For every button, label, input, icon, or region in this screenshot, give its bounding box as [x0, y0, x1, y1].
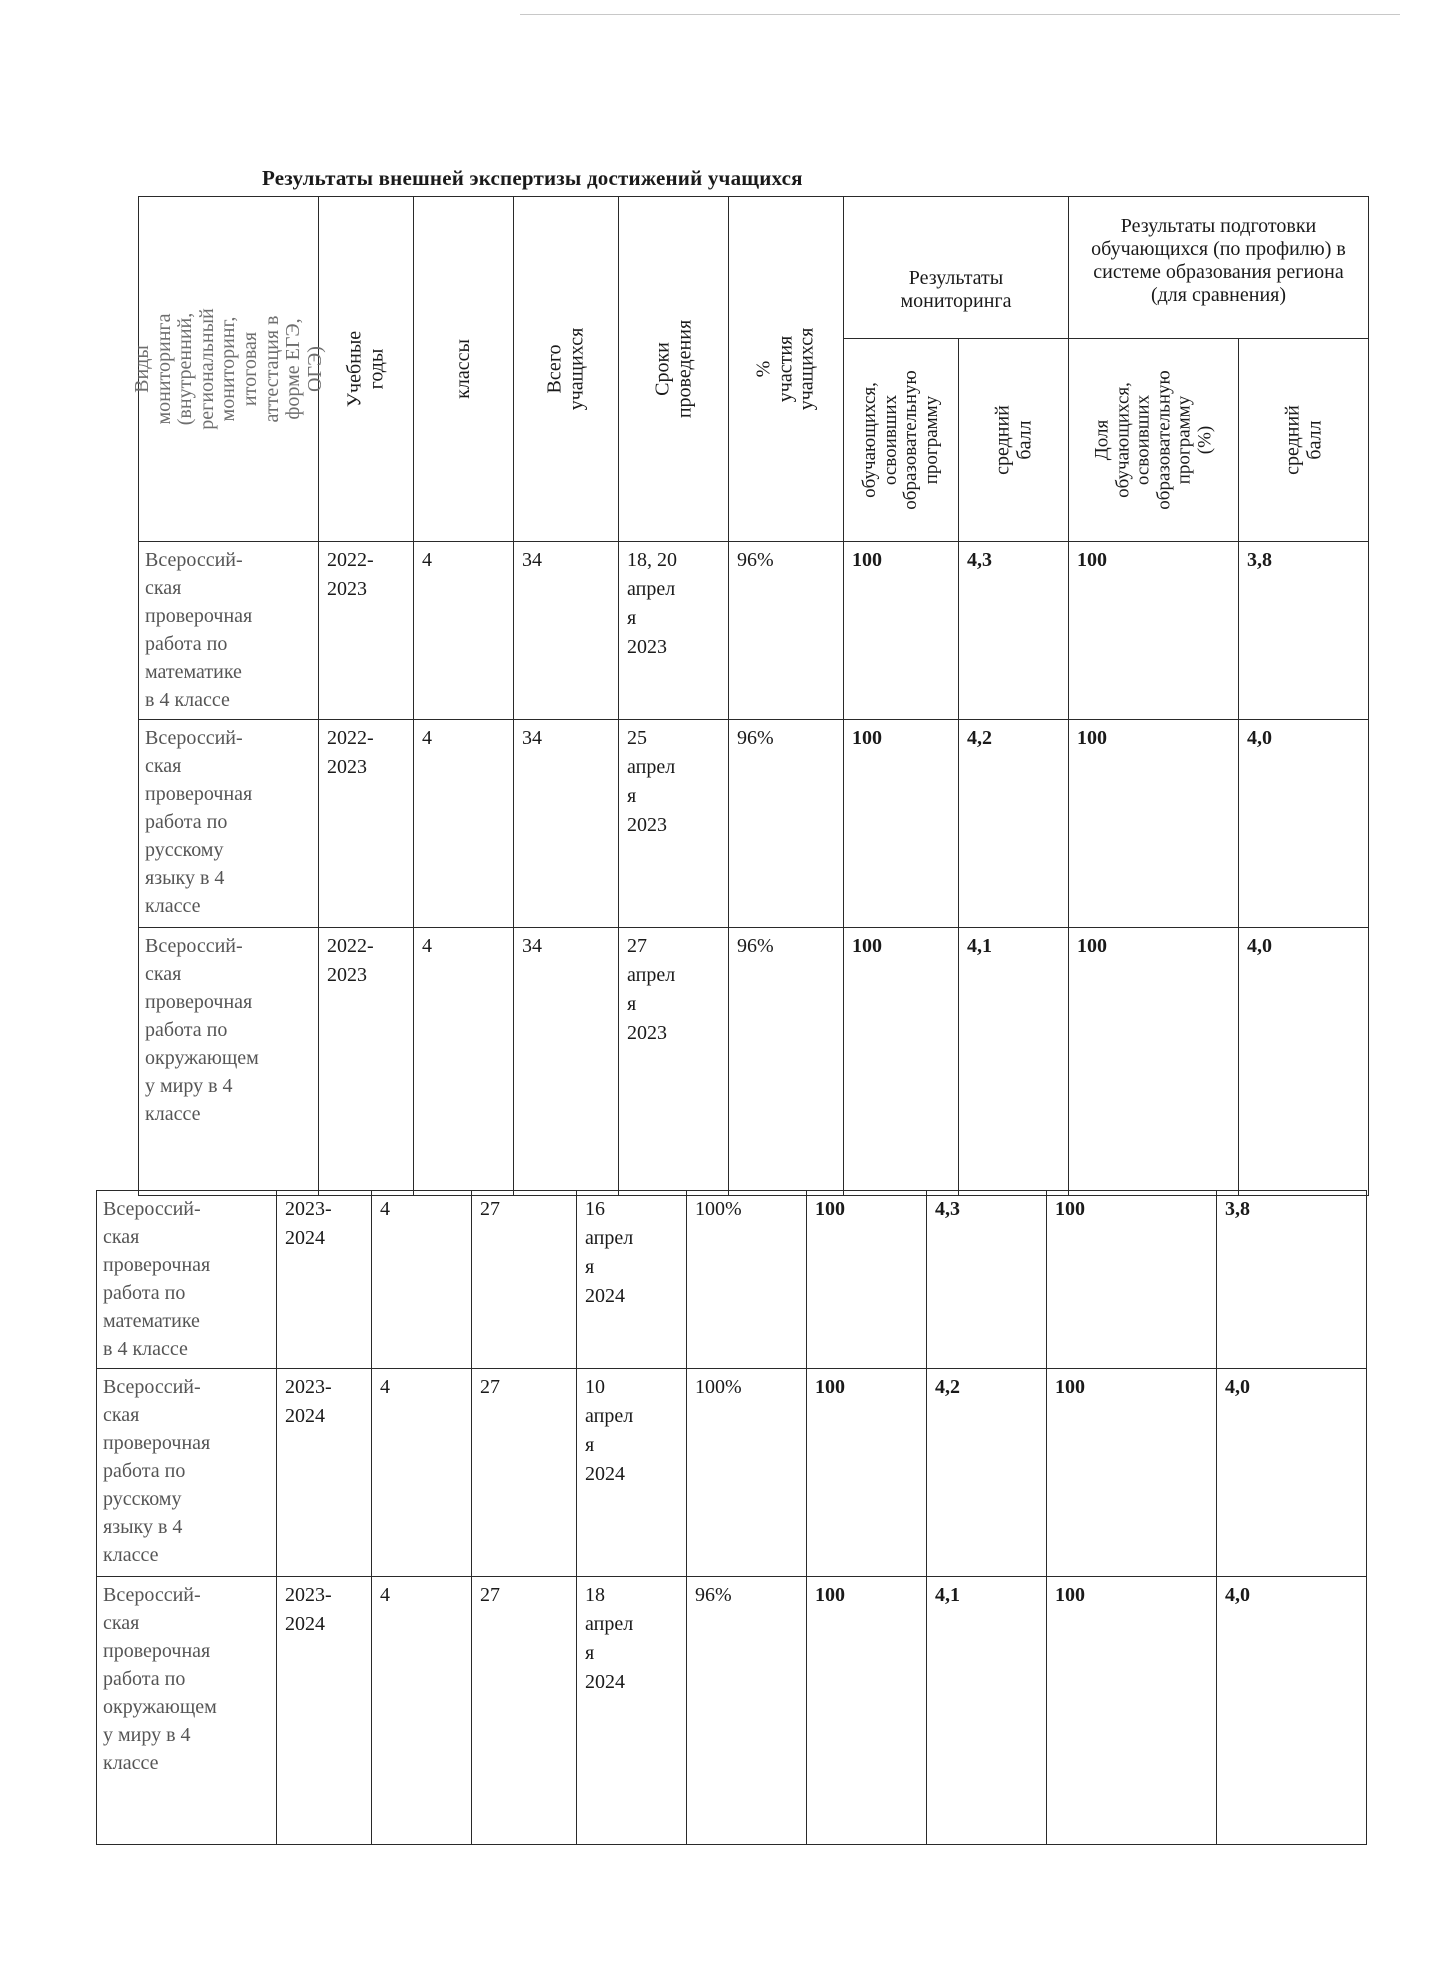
school-year: 2022- 2023	[327, 549, 374, 600]
header-dates: Сроки проведения	[619, 197, 729, 542]
test-dates: 18 апрел я 2024	[585, 1584, 634, 1693]
test-dates: 16 апрел я 2024	[585, 1198, 634, 1307]
region-average: 4,0	[1225, 1584, 1250, 1606]
results-table-2023	[96, 1190, 1367, 1845]
table-row	[97, 1577, 1367, 1845]
monitoring-name: Всероссий- ская проверочная работа по окружающем у миру в 4 классе	[103, 1584, 217, 1774]
header-classes: классы	[414, 197, 514, 542]
header-results-share: обучающихся, освоивших образовательную программу	[844, 339, 959, 542]
region-average: 4,0	[1225, 1376, 1250, 1398]
monitoring-name: Всероссий- ская проверочная работа по окружающем у миру в 4 классе	[145, 935, 259, 1125]
results-average: 4,2	[967, 727, 992, 749]
table-row	[97, 1369, 1367, 1577]
school-year: 2023- 2024	[285, 1584, 332, 1635]
header-region-results: Результаты подготовки обучающихся (по профилю) в системе образования региона (для сравнения)	[1069, 197, 1369, 339]
header-participation: % участия учащихся	[729, 197, 844, 542]
table-row	[139, 542, 1369, 720]
results-average: 4,1	[935, 1584, 960, 1606]
table-row	[97, 1191, 1367, 1369]
total-students: 27	[480, 1198, 500, 1220]
results-share: 100	[815, 1198, 845, 1220]
region-average: 3,8	[1247, 549, 1272, 571]
class-number: 4	[422, 935, 432, 957]
test-dates: 25 апрел я 2023	[627, 727, 676, 836]
class-number: 4	[380, 1198, 390, 1220]
total-students: 27	[480, 1376, 500, 1398]
class-number: 4	[422, 727, 432, 749]
header-region-average: средний балл	[1239, 339, 1369, 542]
table-row	[139, 928, 1369, 1196]
region-share: 100	[1077, 549, 1107, 571]
results-average: 4,3	[935, 1198, 960, 1220]
participation-percent: 96%	[737, 549, 774, 571]
results-average: 4,3	[967, 549, 992, 571]
participation-percent: 96%	[737, 935, 774, 957]
region-share: 100	[1055, 1584, 1085, 1606]
region-share: 100	[1077, 935, 1107, 957]
test-dates: 27 апрел я 2023	[627, 935, 676, 1044]
header-years: Учебные годы	[319, 197, 414, 542]
region-share: 100	[1077, 727, 1107, 749]
school-year: 2023- 2024	[285, 1198, 332, 1249]
total-students: 27	[480, 1584, 500, 1606]
region-average: 4,0	[1247, 727, 1272, 749]
monitoring-name: Всероссий- ская проверочная работа по математике в 4 классе	[145, 549, 253, 711]
school-year: 2022- 2023	[327, 727, 374, 778]
participation-percent: 100%	[695, 1376, 742, 1398]
total-students: 34	[522, 935, 542, 957]
results-share: 100	[852, 935, 882, 957]
school-year: 2022- 2023	[327, 935, 374, 986]
results-share: 100	[815, 1376, 845, 1398]
school-year: 2023- 2024	[285, 1376, 332, 1427]
results-table-2022	[130, 196, 1369, 1196]
class-number: 4	[380, 1376, 390, 1398]
class-number: 4	[380, 1584, 390, 1606]
results-average: 4,1	[967, 935, 992, 957]
table-row	[139, 720, 1369, 928]
header-region-share: Доля обучающихся, освоивших образовательную программу (%)	[1069, 339, 1239, 542]
region-average: 3,8	[1225, 1198, 1250, 1220]
region-share: 100	[1055, 1198, 1085, 1220]
test-dates: 10 апрел я 2024	[585, 1376, 634, 1485]
document-title: Результаты внешней экспертизы достижений учащихся	[262, 166, 803, 190]
results-share: 100	[815, 1584, 845, 1606]
monitoring-name: Всероссий- ская проверочная работа по русскому языку в 4 классе	[145, 727, 253, 917]
region-average: 4,0	[1247, 935, 1272, 957]
header-monitoring-results: Результаты мониторинга	[844, 197, 1069, 339]
region-share: 100	[1055, 1376, 1085, 1398]
header-monitoring-type: Виды мониторинга (внутренний, региональный мониторинг, итоговая аттестация в форме ЕГЭ, ОГЭ)	[139, 197, 319, 542]
class-number: 4	[422, 549, 432, 571]
results-share: 100	[852, 727, 882, 749]
total-students: 34	[522, 549, 542, 571]
test-dates: 18, 20 апрел я 2023	[627, 549, 677, 658]
monitoring-name: Всероссий- ская проверочная работа по математике в 4 классе	[103, 1198, 211, 1360]
total-students: 34	[522, 727, 542, 749]
scan-edge-line	[520, 14, 1400, 15]
header-results-average: средний балл	[959, 339, 1069, 542]
results-average: 4,2	[935, 1376, 960, 1398]
participation-percent: 100%	[695, 1198, 742, 1220]
results-share: 100	[852, 549, 882, 571]
header-total-students: Всего учащихся	[514, 197, 619, 542]
monitoring-name: Всероссий- ская проверочная работа по русскому языку в 4 классе	[103, 1376, 211, 1566]
participation-percent: 96%	[737, 727, 774, 749]
participation-percent: 96%	[695, 1584, 732, 1606]
